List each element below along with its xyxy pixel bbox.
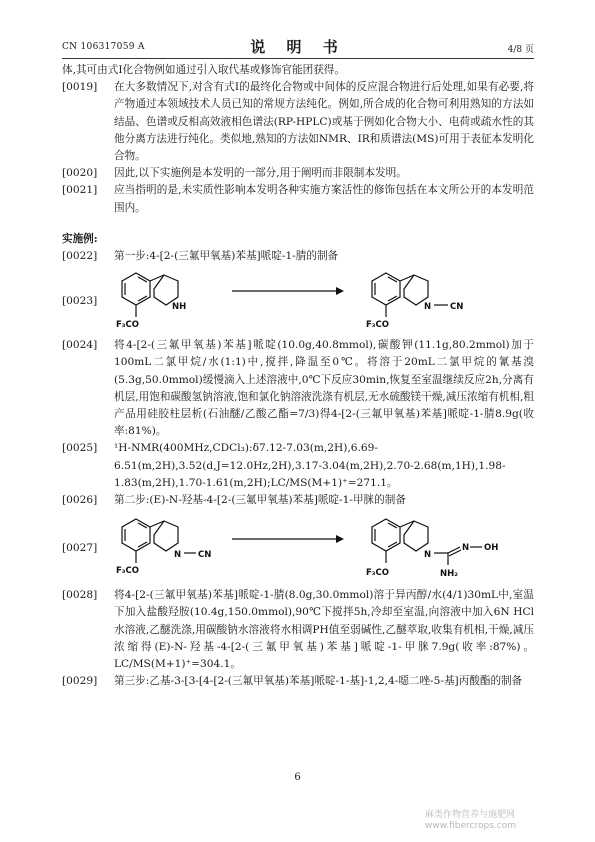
paragraph-number: [0020] xyxy=(62,167,98,180)
nh-label: NH xyxy=(172,302,187,313)
paragraph-number: [0023] xyxy=(62,294,98,307)
examples-heading: 实施例: xyxy=(62,232,98,245)
paragraph-0024 xyxy=(62,337,534,440)
paragraph-number: [0019] xyxy=(62,81,98,94)
paragraph-text: ¹H-NMR(400MHz,CDCl₃):δ7.12-7.03(m,2H),6.69-6.51(m,2H),3.52(d,J=12.0Hz,2H),3.17-3.04(m,2H),2.70-2.68(m,1H),1.98-1.83(m,2H),1.70-1.61(m,2H);LC/MS(M+1)⁺=271.1。 xyxy=(114,442,506,489)
paragraph-number: [0027] xyxy=(62,541,98,554)
reaction-scheme-2-drawing xyxy=(114,509,534,587)
paragraph-text: 因此,以下实施例是本发明的一部分,用于阐明而非限制本发明。 xyxy=(114,167,407,180)
paragraph-number: [0022] xyxy=(62,250,98,263)
f3co-label: F₃CO xyxy=(366,320,389,331)
f3co-label: F₃CO xyxy=(116,566,139,577)
watermark xyxy=(425,810,516,832)
paragraph-0029 xyxy=(62,673,534,690)
paragraph-number: [0025] xyxy=(62,442,98,455)
page-header xyxy=(62,36,534,56)
page-indicator: 4/8 页 xyxy=(507,45,534,55)
paragraph-number: [0026] xyxy=(62,494,98,507)
paragraph-0020 xyxy=(62,165,534,182)
cn-label: CN xyxy=(450,302,464,313)
paragraph-text: 第三步:乙基-3-[3-[4-[2-(三氟甲氧基)苯基]哌啶-1-基]-1,2,4-噁二唑-5-基]丙酸酯的制备 xyxy=(114,675,523,688)
paragraph-number: [0021] xyxy=(62,184,98,197)
n-label: N xyxy=(462,543,470,554)
nh2-label: NH₂ xyxy=(440,569,458,580)
paragraph-text: 将4-[2-(三氟甲氧基)苯基]哌啶(10.0g,40.8mmol),碳酸钾(11.1g,80.2mmol)加于100mL二氯甲烷/水(1:1)中,搅拌,降温至0℃。将溶于20mL二氯甲烷的氰基溴(5.3g,50.0mmol)缓慢滴入上述溶液中,0℃下反应30min,恢复至室温继续反应2h,分离有机层,用饱和碳酸氢钠溶液,饱和氯化钠溶液洗涤有机层,无水硫酸镁干燥,减压浓缩有机相,粗产品用硅胶柱层析(石油醚/乙酸乙酯=7/3)得4-[2-(三氟甲氧基)苯基]哌啶-1-腈8.9g(收率:81%)。 xyxy=(114,339,534,438)
f3co-label: F₃CO xyxy=(116,320,139,331)
paragraph-text: 将4-[2-(三氟甲氧基)苯基]哌啶-1-腈(8.0g,30.0mmol)溶于异丙醇/水(4/1)30mL中,室温下加入盐酸羟胺(10.4g,150.0mmol),90℃下搅拌5h,冷却至室温,向溶液中加入6N HCl水溶液,乙醚洗涤,用碳酸钠水溶液将水相调PH值至弱碱性,乙醚萃取,收集有机相,干燥,减压浓缩得(E)-N-羟基-4-[2-(三氟甲氧基)苯基]哌啶-1-甲脒7.9g(收率:87%)。LC/MS(M+1)⁺=304.1。 xyxy=(114,589,534,671)
n-label: N xyxy=(424,550,432,561)
document-title: 说 明 书 xyxy=(250,38,346,56)
paragraph-0021 xyxy=(62,182,534,216)
patent-number: CN 106317059 A xyxy=(62,42,145,52)
paragraph-0028 xyxy=(62,587,534,673)
n-label: N xyxy=(174,550,182,561)
f3co-label: F₃CO xyxy=(366,568,389,579)
paragraph-0026 xyxy=(62,492,534,509)
watermark-text: 麻类作物营养与施肥网 xyxy=(425,810,516,820)
paragraph-text: 第二步:(E)-N-羟基-4-[2-(三氟甲氧基)苯基]哌啶-1-甲脒的制备 xyxy=(114,494,406,507)
paragraph-0025 xyxy=(62,440,534,492)
paragraph-number: [0028] xyxy=(62,589,98,602)
paragraph-text: 在大多数情况下,对含有式I的最终化合物或中间体的反应混合物进行后处理,如果有必要,将产物通过本领域技术人员已知的常规方法纯化。例如,所合成的化合物可利用熟知的方法如结晶、色谱或反相高效液相色谱法(RP-HPLC)或基于例如化合物大小、电荷或疏水性的其他分离方法进行纯化。类似地,熟知的方法如NMR、IR和质谱法(MS)可用于表征本发明化合物。 xyxy=(114,81,534,163)
reaction-scheme-2 xyxy=(62,509,534,587)
n-label: N xyxy=(424,302,432,313)
paragraph-0022 xyxy=(62,248,534,265)
document-body xyxy=(62,62,534,690)
page-number: 6 xyxy=(294,772,301,783)
reaction-scheme-1 xyxy=(62,265,534,337)
paragraph-number: [0024] xyxy=(62,339,98,352)
paragraph-text: 第一步:4-[2-(三氟甲氧基)苯基]哌啶-1-腈的制备 xyxy=(114,250,339,263)
watermark-url: www.fibercrops.com xyxy=(425,821,516,831)
paragraph-0019 xyxy=(62,79,534,165)
reaction-scheme-1-drawing xyxy=(114,265,534,337)
paragraph-text: 应当指明的是,未实质性影响本发明各种实施方案活性的修饰包括在本文所公开的本发明范围内。 xyxy=(114,184,534,214)
oh-label: OH xyxy=(484,543,499,554)
paragraph-number: [0029] xyxy=(62,675,98,688)
header-divider xyxy=(62,58,534,59)
cn-label: CN xyxy=(198,550,212,561)
paragraph-continuation: 体,其可由式I化合物例如通过引入取代基或修饰官能团获得。 xyxy=(62,64,345,76)
